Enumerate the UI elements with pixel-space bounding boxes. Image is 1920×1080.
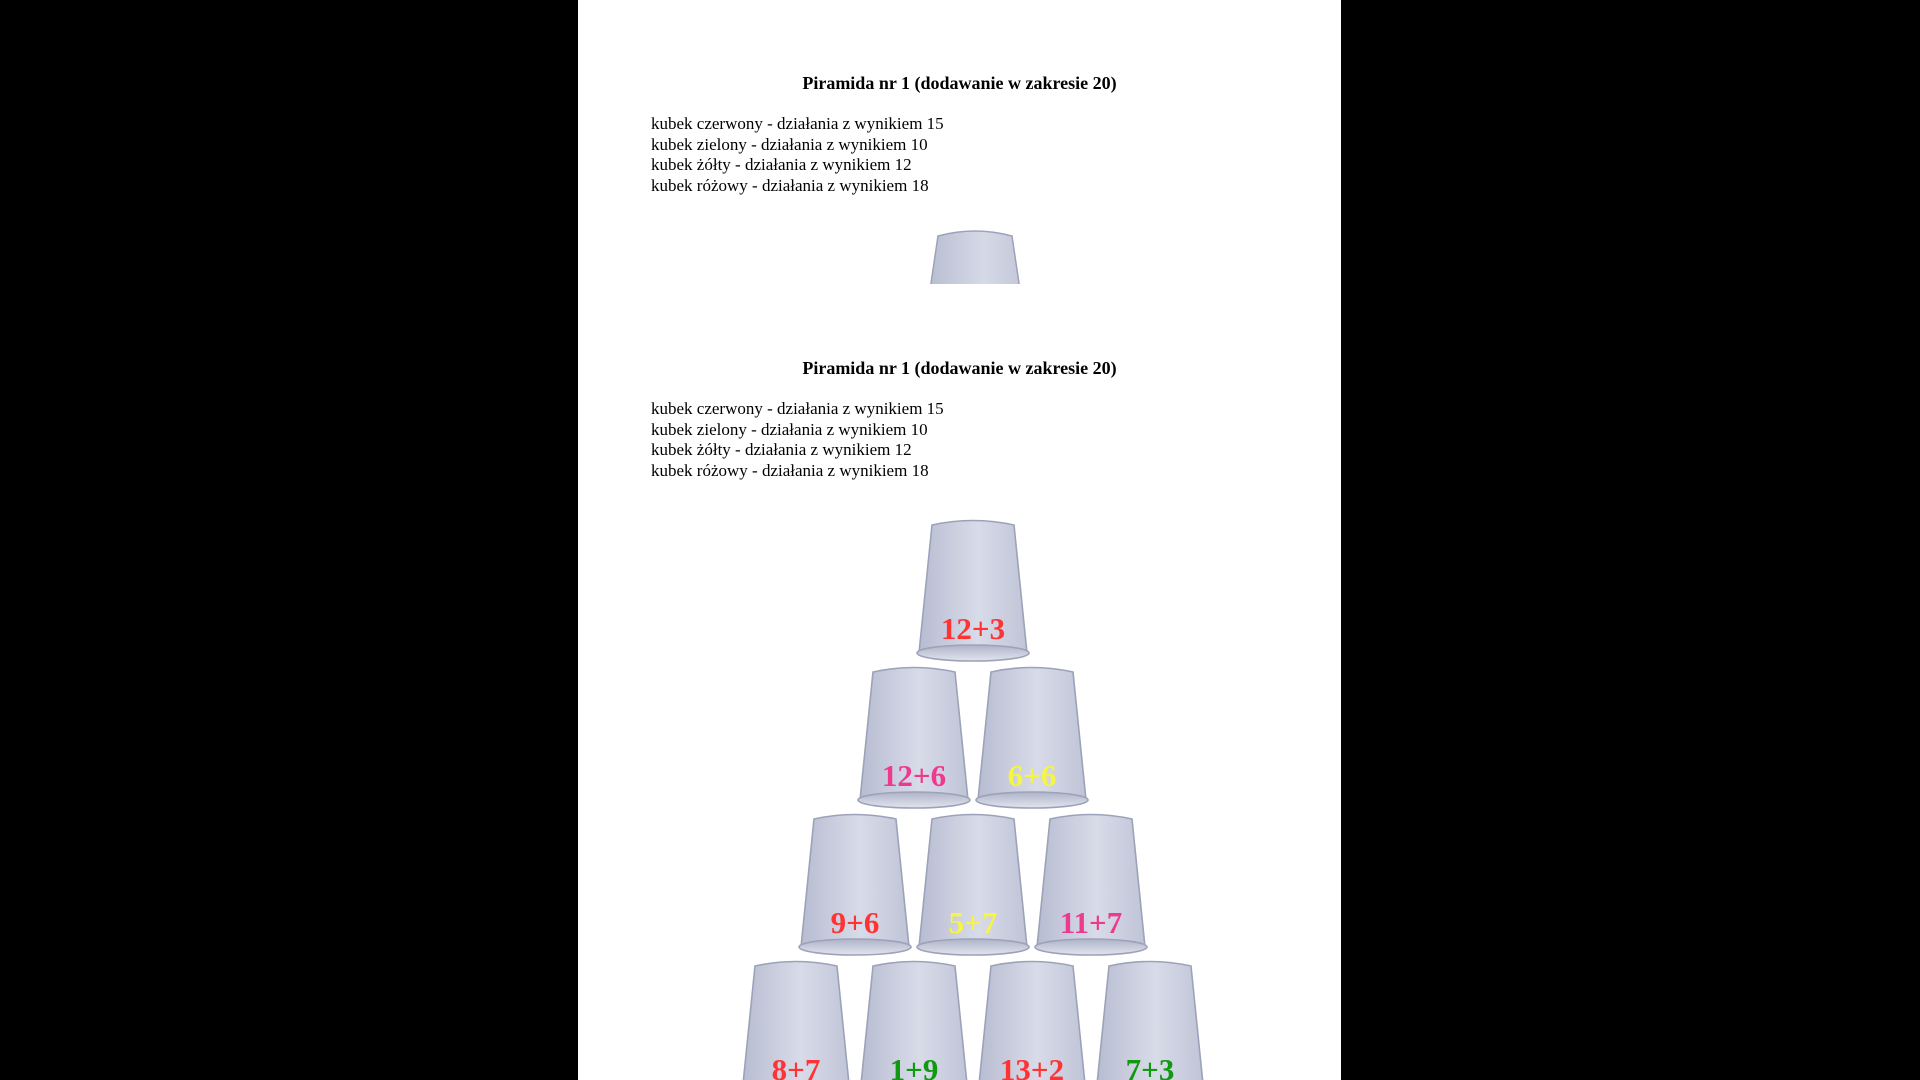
cup-expression: 8+7 (771, 1052, 821, 1080)
cup-expression: 9+6 (830, 905, 880, 940)
cup (973, 960, 1091, 1080)
section-2-title: Piramida nr 1 (dodawanie w zakresie 20) (802, 358, 1117, 378)
cup-expression: 1+9 (889, 1052, 939, 1080)
cup-expression: 13+2 (999, 1052, 1065, 1080)
cup (914, 519, 1032, 665)
cup-expression: 6+6 (1007, 758, 1057, 793)
cup (1091, 960, 1209, 1080)
section-1-title: Piramida nr 1 (dodawanie w zakresie 20) (802, 73, 1117, 93)
document-page (578, 0, 1341, 1080)
cup (973, 666, 1091, 812)
cup-expression: 5+7 (948, 905, 998, 940)
cup-partial (930, 230, 1020, 284)
cup (855, 666, 973, 812)
cup-expression: 12+6 (881, 758, 947, 793)
section-2-legend (651, 399, 944, 481)
legend-item-red: kubek czerwony - działania z wynikiem 15 (651, 399, 944, 418)
cup-expression: 12+3 (940, 611, 1006, 646)
legend-item-red: kubek czerwony - działania z wynikiem 15 (651, 114, 944, 133)
legend-item-green: kubek zielony - działania z wynikiem 10 (651, 134, 928, 154)
legend-item-pink: kubek różowy - działania z wynikiem 18 (651, 175, 929, 195)
cup (914, 813, 1032, 959)
legend-item-yellow: kubek żółty - działania z wynikiem 12 (651, 155, 912, 174)
cup (855, 960, 973, 1080)
cup-expression: 11+7 (1059, 905, 1123, 940)
cup (796, 813, 914, 959)
legend-item-yellow: kubek żółty - działania z wynikiem 12 (651, 440, 912, 459)
cup (737, 960, 855, 1080)
cup-expression: 7+3 (1125, 1052, 1175, 1080)
legend-item-pink: kubek różowy - działania z wynikiem 18 (651, 460, 929, 480)
cup (1032, 813, 1150, 959)
legend-item-green: kubek zielony - działania z wynikiem 10 (651, 419, 928, 439)
section-1-legend (651, 114, 944, 196)
